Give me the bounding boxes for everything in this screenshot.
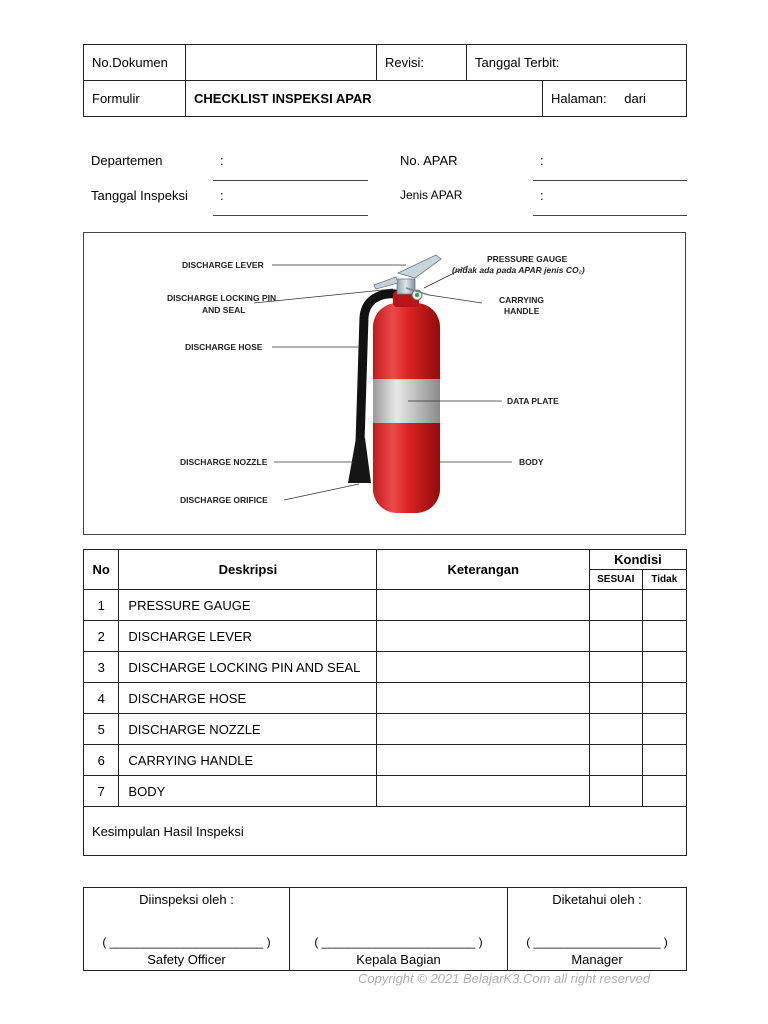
keterangan-cell[interactable] [377,745,589,776]
extinguisher-illustration [84,233,687,536]
role-manager: Manager [571,952,623,967]
label-pressure-gauge: PRESSURE GAUGE [487,254,568,264]
row-number: 5 [84,714,119,745]
row-description: BODY [119,776,377,807]
tanggal-inspeksi-colon: : [220,188,224,203]
signature-inspector[interactable] [84,888,290,971]
jenis-apar-field[interactable] [533,214,687,216]
tidak-cell[interactable] [642,683,686,714]
signature-table [83,887,687,971]
label-discharge-orifice: DISCHARGE ORIFICE [180,495,268,505]
sesuai-cell[interactable] [589,745,642,776]
jenis-apar-label: Jenis APAR [400,188,463,202]
keterangan-cell[interactable] [377,776,589,807]
form-title: CHECKLIST INSPEKSI APAR [186,81,543,117]
role-kepala-bagian: Kepala Bagian [356,952,441,967]
row-description: PRESSURE GAUGE [119,590,377,621]
col-tidak-header: Tidak [642,570,686,590]
keterangan-cell[interactable] [377,590,589,621]
document-header-table [83,44,687,117]
keterangan-cell[interactable] [377,621,589,652]
label-pressure-note: (nidak ada pada APAR jenis CO₂) [452,265,585,275]
sesuai-cell[interactable] [589,714,642,745]
row-number: 4 [84,683,119,714]
col-kondisi-header: Kondisi [589,550,686,570]
meta-row-2 [83,181,687,216]
label-carrying-1: CARRYING [499,295,545,305]
table-row [84,714,687,745]
signature-line-1: ( _______________________ ) [102,935,271,949]
kesimpulan-row [84,807,687,856]
dari-label: dari [624,91,646,106]
extinguisher-diagram [83,232,686,535]
row-description: DISCHARGE LEVER [119,621,377,652]
diketahui-label: Diketahui oleh : [552,892,642,907]
tidak-cell[interactable] [642,652,686,683]
table-row [84,621,687,652]
checklist-table [83,549,687,856]
label-locking-pin-1: DISCHARGE LOCKING PIN [167,293,277,303]
col-sesuai-header: SESUAI [589,570,642,590]
col-no-header: No [84,550,119,590]
keterangan-cell[interactable] [377,683,589,714]
tanggal-inspeksi-label: Tanggal Inspeksi [91,188,188,203]
no-apar-colon: : [540,153,544,168]
tidak-cell[interactable] [642,621,686,652]
signature-manager[interactable] [508,888,687,971]
sesuai-cell[interactable] [589,776,642,807]
label-carrying-2: HANDLE [504,306,540,316]
tidak-cell[interactable] [642,714,686,745]
sesuai-cell[interactable] [589,621,642,652]
col-keterangan-header: Keterangan [377,550,589,590]
row-description: DISCHARGE HOSE [119,683,377,714]
role-safety-officer: Safety Officer [147,952,226,967]
keterangan-cell[interactable] [377,714,589,745]
copyright-text: Copyright © 2021 BelajarK3.Com all right reserved [358,971,651,986]
signature-line-2: ( _______________________ ) [314,935,483,949]
halaman-cell [543,81,687,117]
tidak-cell[interactable] [642,590,686,621]
label-data-plate: DATA PLATE [507,396,559,406]
formulir-label: Formulir [84,81,186,117]
sesuai-cell[interactable] [589,683,642,714]
meta-row-1 [83,146,687,181]
diinspeksi-label: Diinspeksi oleh : [139,892,234,907]
departemen-label: Departemen [91,153,163,168]
row-description: DISCHARGE LOCKING PIN AND SEAL [119,652,377,683]
row-number: 6 [84,745,119,776]
table-row [84,745,687,776]
table-row [84,683,687,714]
tidak-cell[interactable] [642,776,686,807]
kesimpulan-label[interactable]: Kesimpulan Hasil Inspeksi [84,807,687,856]
halaman-label: Halaman: [551,91,607,106]
no-dokumen-value [186,45,377,81]
row-number: 2 [84,621,119,652]
table-row [84,590,687,621]
label-discharge-nozzle: DISCHARGE NOZZLE [180,457,268,467]
table-row [84,652,687,683]
revisi-label: Revisi: [377,45,467,81]
row-number: 1 [84,590,119,621]
row-number: 3 [84,652,119,683]
departemen-colon: : [220,153,224,168]
sesuai-cell[interactable] [589,652,642,683]
jenis-apar-colon: : [540,188,544,203]
row-number: 7 [84,776,119,807]
keterangan-cell[interactable] [377,652,589,683]
tanggal-terbit-label: Tanggal Terbit: [467,45,687,81]
label-discharge-lever: DISCHARGE LEVER [182,260,264,270]
row-description: DISCHARGE NOZZLE [119,714,377,745]
inspection-meta [83,146,687,216]
tidak-cell[interactable] [642,745,686,776]
signature-line-3: ( ___________________ ) [526,935,668,949]
label-locking-pin-2: AND SEAL [202,305,246,315]
row-description: CARRYING HANDLE [119,745,377,776]
sesuai-cell[interactable] [589,590,642,621]
signature-kepala[interactable] [290,888,508,971]
label-body: BODY [519,457,544,467]
no-dokumen-label: No.Dokumen [84,45,186,81]
table-row [84,776,687,807]
nozzle-shape [348,438,371,483]
tanggal-inspeksi-field[interactable] [213,214,368,216]
no-apar-label: No. APAR [400,153,458,168]
label-discharge-hose: DISCHARGE HOSE [185,342,263,352]
col-deskripsi-header: Deskripsi [119,550,377,590]
